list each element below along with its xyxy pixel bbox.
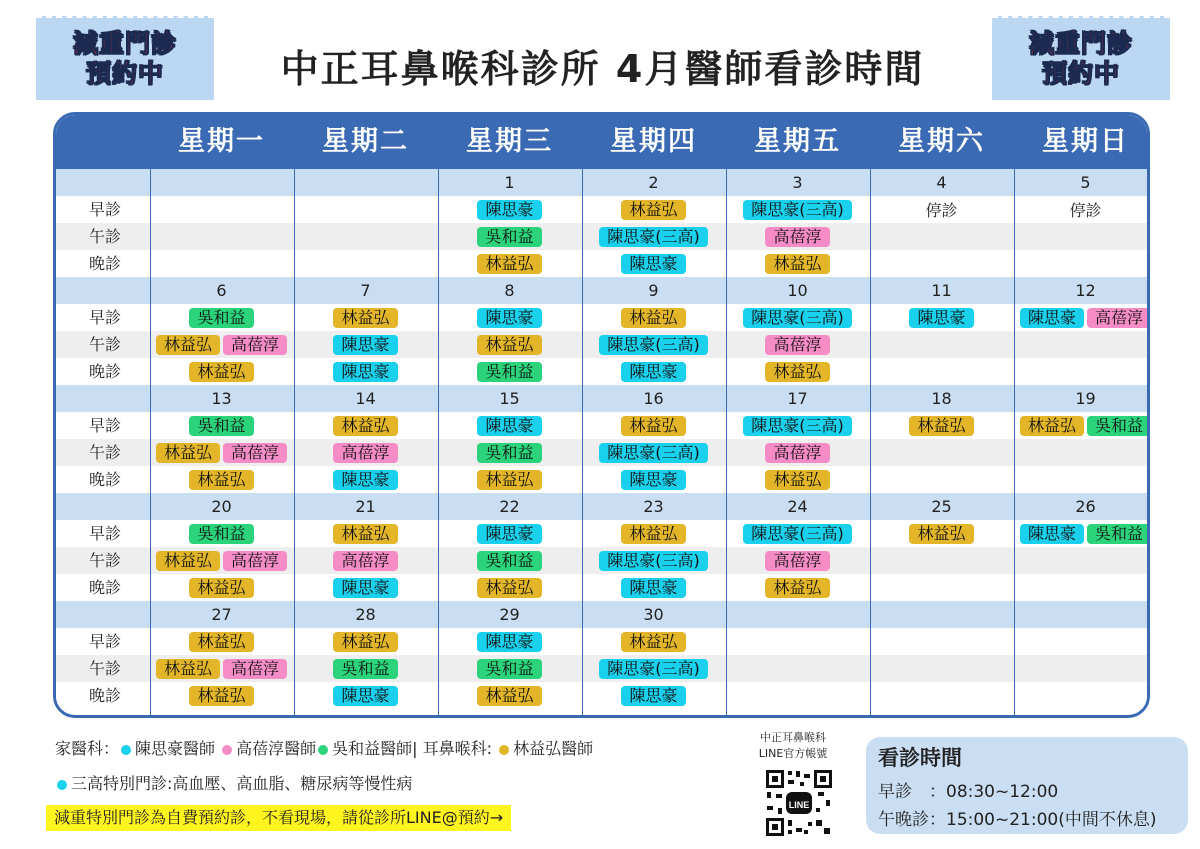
doctor-pill: 高蓓淳 bbox=[223, 551, 287, 571]
schedule-slot bbox=[438, 682, 581, 709]
date-number: 29 bbox=[499, 605, 520, 624]
schedule-slot bbox=[438, 439, 581, 466]
session-label: 晚診 bbox=[88, 470, 121, 489]
schedule-slot bbox=[438, 655, 581, 682]
schedule-slot bbox=[726, 682, 869, 709]
date-number: 26 bbox=[1075, 497, 1096, 516]
schedule-slot bbox=[150, 223, 293, 250]
schedule-slot bbox=[582, 223, 725, 250]
badge-line2: 預約中 bbox=[1041, 59, 1120, 88]
doctor-pill: 林益弘 bbox=[189, 578, 253, 598]
schedule-slot bbox=[438, 520, 581, 547]
schedule-slot bbox=[438, 547, 581, 574]
doctor-pill: 陳思豪 bbox=[333, 362, 397, 382]
date-number: 18 bbox=[931, 389, 952, 408]
column-divider bbox=[582, 169, 583, 715]
doctor-pill: 林益弘 bbox=[909, 524, 973, 544]
doctor-pill: 高蓓淳 bbox=[333, 551, 397, 571]
doctor-pill: 陳思豪 bbox=[1020, 524, 1084, 544]
day-name-sat: 星期六 bbox=[898, 126, 985, 157]
column-divider bbox=[438, 169, 439, 715]
date-number: 22 bbox=[499, 497, 520, 516]
schedule-slot bbox=[1014, 547, 1150, 574]
schedule-slot bbox=[150, 628, 293, 655]
date-number: 2 bbox=[648, 173, 659, 192]
doctor-pill: 林益弘 bbox=[765, 578, 829, 598]
schedule-slot bbox=[294, 331, 437, 358]
doctor-pill: 陳思豪(三高) bbox=[599, 227, 708, 247]
schedule-slot bbox=[1014, 412, 1150, 439]
schedule-calendar bbox=[53, 112, 1150, 718]
schedule-slot bbox=[582, 628, 725, 655]
doctor-pill: 高蓓淳 bbox=[765, 551, 829, 571]
schedule-slot bbox=[726, 628, 869, 655]
schedule-slot bbox=[150, 655, 293, 682]
doctor-pill: 陳思豪(三高) bbox=[743, 200, 852, 220]
doctor-pill: 林益弘 bbox=[477, 578, 541, 598]
legend-family-label: 家醫科： bbox=[55, 739, 120, 758]
doctor-pill: 陳思豪 bbox=[477, 416, 541, 436]
doctor-pill: 吳和益 bbox=[477, 551, 541, 571]
doctor-pill: 陳思豪 bbox=[333, 686, 397, 706]
date-number: 10 bbox=[787, 281, 808, 300]
date-number: 13 bbox=[211, 389, 232, 408]
weight-loss-notice: 減重特別門診為自費預約診，不看現場，請從診所LINE@預約→ bbox=[46, 805, 511, 831]
doctor-pill: 林益弘 bbox=[189, 632, 253, 652]
schedule-slot bbox=[582, 574, 725, 601]
schedule-slot bbox=[582, 358, 725, 385]
page-title: 中正耳鼻喉科診所 4月醫師看診時間 bbox=[280, 47, 925, 91]
schedule-slot bbox=[726, 547, 869, 574]
schedule-slot bbox=[1014, 655, 1150, 682]
week-row bbox=[56, 277, 1147, 385]
schedule-slot bbox=[726, 304, 869, 331]
schedule-slot bbox=[294, 250, 437, 277]
schedule-slot bbox=[1014, 196, 1150, 223]
schedule-slot bbox=[150, 574, 293, 601]
session-label: 早診 bbox=[88, 524, 121, 543]
schedule-slot bbox=[294, 547, 437, 574]
closed-label: 停診 bbox=[1069, 201, 1102, 220]
line-qr-code-icon[interactable] bbox=[764, 768, 834, 838]
doctor-pill: 陳思豪(三高) bbox=[599, 551, 708, 571]
date-number bbox=[1014, 601, 1150, 628]
doctor-pill: 林益弘 bbox=[621, 632, 685, 652]
schedule-slot bbox=[294, 223, 437, 250]
schedule-slot bbox=[582, 682, 725, 709]
column-divider bbox=[294, 169, 295, 715]
gold-dot-icon bbox=[499, 745, 509, 755]
schedule-slot bbox=[726, 439, 869, 466]
schedule-slot bbox=[1014, 466, 1150, 493]
schedule-slot bbox=[1014, 304, 1150, 331]
doctor-pill: 陳思豪 bbox=[477, 632, 541, 652]
schedule-slot bbox=[150, 547, 293, 574]
legend-doc-wu: 吳和益醫師 bbox=[332, 739, 413, 758]
session-label: 晚診 bbox=[88, 254, 121, 273]
schedule-slot bbox=[582, 520, 725, 547]
schedule-slot bbox=[726, 250, 869, 277]
date-number: 21 bbox=[355, 497, 376, 516]
doctor-pill: 陳思豪 bbox=[333, 578, 397, 598]
schedule-slot bbox=[438, 628, 581, 655]
doctor-pill: 陳思豪(三高) bbox=[599, 335, 708, 355]
schedule-slot bbox=[294, 358, 437, 385]
date-number: 6 bbox=[216, 281, 227, 300]
schedule-slot bbox=[438, 466, 581, 493]
doctor-pill: 陳思豪 bbox=[621, 470, 685, 490]
session-label: 早診 bbox=[88, 308, 121, 327]
session-label: 午診 bbox=[88, 551, 121, 570]
schedule-slot bbox=[582, 655, 725, 682]
schedule-slot bbox=[294, 682, 437, 709]
doctor-pill: 林益弘 bbox=[621, 524, 685, 544]
schedule-slot bbox=[150, 466, 293, 493]
doctor-pill: 高蓓淳 bbox=[223, 335, 287, 355]
date-number: 17 bbox=[787, 389, 808, 408]
schedule-slot bbox=[438, 196, 581, 223]
column-divider bbox=[870, 169, 871, 715]
doctor-pill: 陳思豪 bbox=[621, 578, 685, 598]
weight-loss-badge-right bbox=[992, 16, 1170, 100]
doctor-pill: 吳和益 bbox=[477, 443, 541, 463]
date-number bbox=[150, 169, 293, 196]
date-number: 14 bbox=[355, 389, 376, 408]
schedule-slot bbox=[726, 574, 869, 601]
schedule-slot bbox=[294, 412, 437, 439]
schedule-slot bbox=[582, 466, 725, 493]
day-name-sun: 星期日 bbox=[1042, 126, 1129, 157]
schedule-slot bbox=[294, 520, 437, 547]
doctor-pill: 陳思豪 bbox=[477, 308, 541, 328]
schedule-slot bbox=[582, 412, 725, 439]
schedule-slot bbox=[726, 412, 869, 439]
schedule-slot bbox=[582, 439, 725, 466]
doctor-pill: 林益弘 bbox=[477, 470, 541, 490]
schedule-slot bbox=[582, 547, 725, 574]
date-number: 5 bbox=[1080, 173, 1091, 192]
session-label: 午診 bbox=[88, 227, 121, 246]
schedule-slot bbox=[726, 655, 869, 682]
clinic-hours-box bbox=[866, 737, 1188, 834]
schedule-slot bbox=[294, 655, 437, 682]
doctor-pill: 林益弘 bbox=[333, 308, 397, 328]
date-number: 27 bbox=[211, 605, 232, 624]
date-number: 3 bbox=[792, 173, 803, 192]
schedule-slot bbox=[870, 304, 1013, 331]
schedule-slot bbox=[1014, 574, 1150, 601]
schedule-slot bbox=[1014, 331, 1150, 358]
schedule-slot bbox=[294, 466, 437, 493]
doctor-pill: 陳思豪 bbox=[333, 335, 397, 355]
doctor-pill: 林益弘 bbox=[189, 470, 253, 490]
schedule-slot bbox=[150, 682, 293, 709]
legend-ent-label: | 耳鼻喉科: bbox=[412, 739, 493, 758]
column-divider bbox=[1014, 169, 1015, 715]
schedule-slot bbox=[438, 358, 581, 385]
schedule-slot bbox=[582, 331, 725, 358]
schedule-slot bbox=[726, 520, 869, 547]
date-number: 4 bbox=[936, 173, 947, 192]
week-row bbox=[56, 385, 1147, 493]
session-label: 晚診 bbox=[88, 578, 121, 597]
doctor-pill: 吳和益 bbox=[477, 227, 541, 247]
doctor-pill: 高蓓淳 bbox=[223, 659, 287, 679]
doctor-pill: 吳和益 bbox=[189, 308, 253, 328]
date-number bbox=[294, 169, 437, 196]
session-label: 午診 bbox=[88, 659, 121, 678]
day-name-wed: 星期三 bbox=[466, 126, 553, 157]
date-number bbox=[870, 601, 1013, 628]
session-label: 早診 bbox=[88, 632, 121, 651]
date-number: 25 bbox=[931, 497, 952, 516]
date-number: 1 bbox=[504, 173, 515, 192]
schedule-slot bbox=[870, 250, 1013, 277]
doctor-pill: 吳和益 bbox=[1087, 524, 1150, 544]
day-name-thu: 星期四 bbox=[610, 126, 697, 157]
doctor-pill: 林益弘 bbox=[156, 335, 220, 355]
date-number: 15 bbox=[499, 389, 520, 408]
schedule-slot bbox=[870, 655, 1013, 682]
schedule-slot bbox=[870, 196, 1013, 223]
legend-doc-lin: 林益弘醫師 bbox=[513, 739, 594, 758]
hours-title: 看診時間 bbox=[878, 746, 962, 770]
legend-special-text: 三高特別門診:高血壓、高血脂、糖尿病等慢性病 bbox=[71, 774, 413, 793]
schedule-slot bbox=[1014, 439, 1150, 466]
day-name-fri: 星期五 bbox=[754, 126, 841, 157]
badge-line1: 減重門診 bbox=[72, 29, 177, 58]
doctor-pill: 吳和益 bbox=[1087, 416, 1150, 436]
doctor-pill: 陳思豪 bbox=[621, 362, 685, 382]
weight-loss-badge-left bbox=[36, 16, 214, 100]
schedule-slot bbox=[150, 196, 293, 223]
doctor-pill: 林益弘 bbox=[1020, 416, 1084, 436]
schedule-slot bbox=[294, 574, 437, 601]
schedule-slot bbox=[582, 196, 725, 223]
teal-dot-icon bbox=[121, 745, 131, 755]
legend-doc-chen: 陳思豪醫師 bbox=[135, 739, 216, 758]
doctor-pill: 林益弘 bbox=[621, 416, 685, 436]
doctor-pill: 陳思豪(三高) bbox=[743, 524, 852, 544]
green-dot-icon bbox=[318, 745, 328, 755]
schedule-slot bbox=[438, 331, 581, 358]
badge-line2: 預約中 bbox=[85, 59, 164, 88]
schedule-slot bbox=[150, 331, 293, 358]
schedule-slot bbox=[726, 331, 869, 358]
doctor-pill: 林益弘 bbox=[909, 416, 973, 436]
doctor-pill: 林益弘 bbox=[189, 362, 253, 382]
schedule-slot bbox=[294, 196, 437, 223]
session-label: 午診 bbox=[88, 443, 121, 462]
schedule-slot bbox=[1014, 250, 1150, 277]
schedule-slot bbox=[438, 250, 581, 277]
week-row bbox=[56, 169, 1147, 277]
doctor-pill: 林益弘 bbox=[765, 254, 829, 274]
doctor-pill: 高蓓淳 bbox=[765, 335, 829, 355]
doctor-pill: 吳和益 bbox=[333, 659, 397, 679]
date-number: 11 bbox=[931, 281, 952, 300]
schedule-slot bbox=[870, 223, 1013, 250]
doctor-pill: 林益弘 bbox=[333, 416, 397, 436]
session-label: 晚診 bbox=[88, 362, 121, 381]
doctor-pill: 陳思豪(三高) bbox=[599, 443, 708, 463]
schedule-slot bbox=[1014, 223, 1150, 250]
schedule-slot bbox=[1014, 358, 1150, 385]
doctor-pill: 林益弘 bbox=[621, 200, 685, 220]
doctor-pill: 吳和益 bbox=[189, 524, 253, 544]
schedule-slot bbox=[870, 412, 1013, 439]
doctor-pill: 陳思豪 bbox=[909, 308, 973, 328]
schedule-slot bbox=[726, 223, 869, 250]
schedule-slot bbox=[726, 196, 869, 223]
legend-doc-gao: 高蓓淳醫師 bbox=[236, 739, 317, 758]
schedule-slot bbox=[870, 628, 1013, 655]
schedule-slot bbox=[870, 358, 1013, 385]
schedule-slot bbox=[582, 250, 725, 277]
schedule-slot bbox=[150, 250, 293, 277]
schedule-slot bbox=[438, 223, 581, 250]
schedule-slot bbox=[870, 439, 1013, 466]
session-label: 晚診 bbox=[88, 686, 121, 705]
calendar-header bbox=[56, 115, 1147, 169]
day-name-mon: 星期一 bbox=[178, 126, 265, 157]
date-number: 12 bbox=[1075, 281, 1096, 300]
legend-special-clinic bbox=[55, 771, 412, 794]
doctor-pill: 林益弘 bbox=[156, 551, 220, 571]
doctor-pill: 林益弘 bbox=[333, 632, 397, 652]
date-number: 24 bbox=[787, 497, 808, 516]
doctor-pill: 陳思豪(三高) bbox=[599, 659, 708, 679]
session-label: 早診 bbox=[88, 200, 121, 219]
schedule-slot bbox=[294, 439, 437, 466]
doctor-pill: 吳和益 bbox=[477, 659, 541, 679]
column-divider bbox=[150, 169, 151, 715]
schedule-slot bbox=[150, 520, 293, 547]
doctor-pill: 陳思豪(三高) bbox=[743, 416, 852, 436]
doctor-pill: 林益弘 bbox=[477, 254, 541, 274]
schedule-slot bbox=[582, 304, 725, 331]
doctor-pill: 陳思豪 bbox=[1020, 308, 1084, 328]
date-number: 28 bbox=[355, 605, 376, 624]
line-account-label: LINE官方帳號 bbox=[758, 747, 828, 760]
schedule-slot bbox=[870, 547, 1013, 574]
date-number: 7 bbox=[360, 281, 371, 300]
date-number: 19 bbox=[1075, 389, 1096, 408]
session-label: 早診 bbox=[88, 416, 121, 435]
doctor-pill: 林益弘 bbox=[189, 686, 253, 706]
session-label: 午診 bbox=[88, 335, 121, 354]
date-number: 8 bbox=[504, 281, 515, 300]
doctor-pill: 陳思豪 bbox=[477, 200, 541, 220]
doctor-pill: 林益弘 bbox=[156, 659, 220, 679]
day-name-tue: 星期二 bbox=[322, 126, 409, 157]
doctor-pill: 林益弘 bbox=[156, 443, 220, 463]
schedule-slot bbox=[870, 682, 1013, 709]
column-divider bbox=[726, 169, 727, 715]
doctor-pill: 吳和益 bbox=[477, 362, 541, 382]
schedule-slot bbox=[726, 466, 869, 493]
schedule-slot bbox=[870, 520, 1013, 547]
doctor-pill: 林益弘 bbox=[333, 524, 397, 544]
schedule-slot bbox=[438, 412, 581, 439]
schedule-slot bbox=[870, 574, 1013, 601]
doctor-pill: 林益弘 bbox=[765, 470, 829, 490]
date-number: 30 bbox=[643, 605, 664, 624]
doctor-pill: 陳思豪 bbox=[477, 524, 541, 544]
schedule-slot bbox=[150, 439, 293, 466]
week-row bbox=[56, 493, 1147, 601]
date-number bbox=[726, 601, 869, 628]
doctor-pill: 高蓓淳 bbox=[765, 227, 829, 247]
pink-dot-icon bbox=[222, 745, 232, 755]
doctor-pill: 高蓓淳 bbox=[765, 443, 829, 463]
badge-line1: 減重門診 bbox=[1028, 29, 1133, 58]
schedule-slot bbox=[438, 304, 581, 331]
doctor-pill: 林益弘 bbox=[765, 362, 829, 382]
closed-label: 停診 bbox=[925, 201, 958, 220]
doctor-pill: 陳思豪 bbox=[621, 686, 685, 706]
schedule-slot bbox=[1014, 520, 1150, 547]
doctor-pill: 陳思豪 bbox=[621, 254, 685, 274]
doctor-pill: 林益弘 bbox=[477, 335, 541, 355]
schedule-slot bbox=[1014, 682, 1150, 709]
schedule-slot bbox=[870, 331, 1013, 358]
doctor-pill: 高蓓淳 bbox=[1087, 308, 1150, 328]
doctor-pill: 林益弘 bbox=[477, 686, 541, 706]
hours-morning: 早診 ：08:30~12:00 bbox=[878, 782, 1059, 802]
qr-line-text: LINE bbox=[788, 800, 810, 810]
doctor-pill: 高蓓淳 bbox=[333, 443, 397, 463]
doctor-pill: 吳和益 bbox=[189, 416, 253, 436]
schedule-slot bbox=[438, 574, 581, 601]
doctor-pill: 林益弘 bbox=[621, 308, 685, 328]
week-row bbox=[56, 601, 1147, 709]
schedule-slot bbox=[726, 358, 869, 385]
doctor-pill: 陳思豪 bbox=[333, 470, 397, 490]
doctor-pill: 陳思豪(三高) bbox=[743, 308, 852, 328]
schedule-slot bbox=[870, 466, 1013, 493]
schedule-slot bbox=[150, 304, 293, 331]
doctor-pill: 高蓓淳 bbox=[223, 443, 287, 463]
date-number: 16 bbox=[643, 389, 664, 408]
date-number: 9 bbox=[648, 281, 659, 300]
date-number: 23 bbox=[643, 497, 664, 516]
hours-afternoon: 午晚診：15:00~21:00(中間不休息) bbox=[878, 810, 1157, 830]
schedule-slot bbox=[150, 358, 293, 385]
line-clinic-name: 中正耳鼻喉科 bbox=[760, 731, 826, 744]
schedule-slot bbox=[150, 412, 293, 439]
schedule-slot bbox=[294, 304, 437, 331]
teal-dot-icon bbox=[57, 780, 67, 790]
schedule-slot bbox=[1014, 628, 1150, 655]
legend-doctors bbox=[55, 736, 593, 759]
schedule-slot bbox=[294, 628, 437, 655]
date-number: 20 bbox=[211, 497, 232, 516]
